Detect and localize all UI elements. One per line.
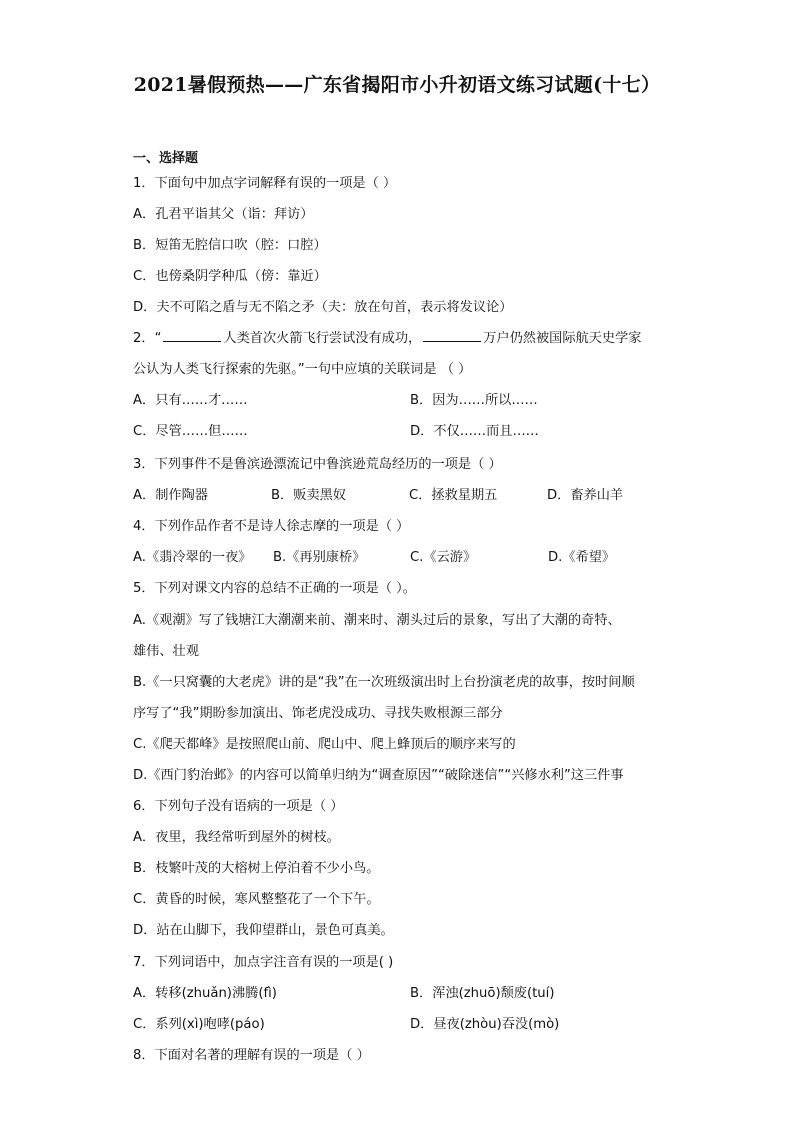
q1-option-b: B．短笛无腔信口吹（腔：口腔） <box>133 238 327 253</box>
q7-option-d: D．昼夜(zhòu)吞没(mò) <box>410 1017 560 1032</box>
q5-option-d: D.《西门豹治邺》的内容可以简单归纳为“调查原因”“破除迷信”“兴修水利”这三件事 <box>133 768 624 783</box>
q2-blank-2 <box>423 329 481 342</box>
q1-option-d: D．夫不可陷之盾与无不陷之矛（夫：放在句首，表示将发议论） <box>133 300 513 315</box>
q4-option-a: A.《翡冷翠的一夜》 <box>133 550 252 565</box>
q4-stem: 4．下列作品作者不是诗人徐志摩的一项是（ ） <box>133 519 410 534</box>
q4-option-b: B.《再别康桥》 <box>273 550 366 565</box>
q5-option-b-cont: 序写了“我”期盼参加演出、饰老虎没成功、寻找失败根源三部分 <box>133 706 503 721</box>
q6-stem: 6．下列句子没有语病的一项是（ ） <box>133 799 344 814</box>
q6-option-a: A．夜里，我经常听到屋外的树枝。 <box>133 830 340 845</box>
q3-options <box>133 484 623 503</box>
q7-stem: 7．下列词语中，加点字注音有误的一项是( ) <box>133 955 394 970</box>
q6-option-c: C．黄昏的时候，寒风整整花了一个下午。 <box>133 892 380 907</box>
q5-stem: 5．下列对课文内容的总结不正确的一项是（ ）。 <box>133 581 416 596</box>
q2-option-b: B．因为……所以…… <box>410 393 538 408</box>
q2-option-d: D．不仅……而且…… <box>410 424 539 439</box>
q5-option-c: C.《爬天都峰》是按照爬山前、爬山中、爬上蜂顶后的顺序来写的 <box>133 737 516 752</box>
q4-option-c: C.《云游》 <box>410 550 477 565</box>
q1-option-a: A．孔君平诣其父（诣：拜访） <box>133 207 314 222</box>
q6-option-d: D．站在山脚下，我仰望群山，景色可真美。 <box>133 923 394 938</box>
q2-blank-1 <box>163 329 221 342</box>
q2-stem-line2: 公认为人类飞行探索的先驱。”一句中应填的关联词是 （ ） <box>133 362 472 377</box>
q2-stem-mid: 人类首次火箭飞行尝试没有成功， <box>223 331 422 346</box>
q2-stem-post: 万户仍然被国际航天史学家 <box>483 331 642 346</box>
q5-option-a-cont: 雄伟、壮观 <box>133 644 199 659</box>
section-heading: 一、选择题 <box>133 151 199 166</box>
q5-option-a: A.《观潮》写了钱塘江大潮潮来前、潮来时、潮头过后的景象，写出了大潮的奇特、 <box>133 613 621 628</box>
q8-stem: 8．下面对名著的理解有误的一项是（ ） <box>133 1048 370 1063</box>
page-title: 2021暑假预热——广东省揭阳市小升初语文练习试题(十七） <box>133 74 661 96</box>
q1-stem: 1．下面句中加点字词解释有误的一项是（ ） <box>133 176 397 191</box>
q5-option-b: B.《一只窝囊的大老虎》讲的是“我”在一次班级演出时上台扮演老虎的故事，按时间顺 <box>133 675 635 690</box>
q3-stem: 3．下列事件不是鲁滨逊漂流记中鲁滨逊荒岛经历的一项是（ ） <box>133 457 502 472</box>
q2-option-c: C．尽管……但…… <box>133 424 248 439</box>
q3-option-c: C．拯救星期五 <box>409 488 498 503</box>
q4-options <box>133 546 615 565</box>
q2-stem-pre: 2．“ <box>133 331 162 346</box>
q3-option-a: A．制作陶器 <box>133 488 208 503</box>
q3-option-b: B．贩卖黑奴 <box>271 488 346 503</box>
q1-option-c: C．也傍桑阴学种瓜（傍：靠近） <box>133 269 327 284</box>
q7-option-a: A．转移(zhuǎn)沸腾(fì) <box>133 986 277 1001</box>
q6-option-b: B．枝繁叶茂的大榕树上停泊着不少小鸟。 <box>133 861 380 876</box>
q7-option-c: C．系列(xì)咆哮(páo) <box>133 1017 265 1032</box>
q2-stem <box>133 327 641 346</box>
q3-option-d: D．畜养山羊 <box>547 488 624 503</box>
q7-option-b: B．浑浊(zhuō)颓废(tuí) <box>410 986 555 1001</box>
q2-option-a: A．只有……才…… <box>133 393 248 408</box>
q4-option-d: D.《希望》 <box>548 550 616 565</box>
